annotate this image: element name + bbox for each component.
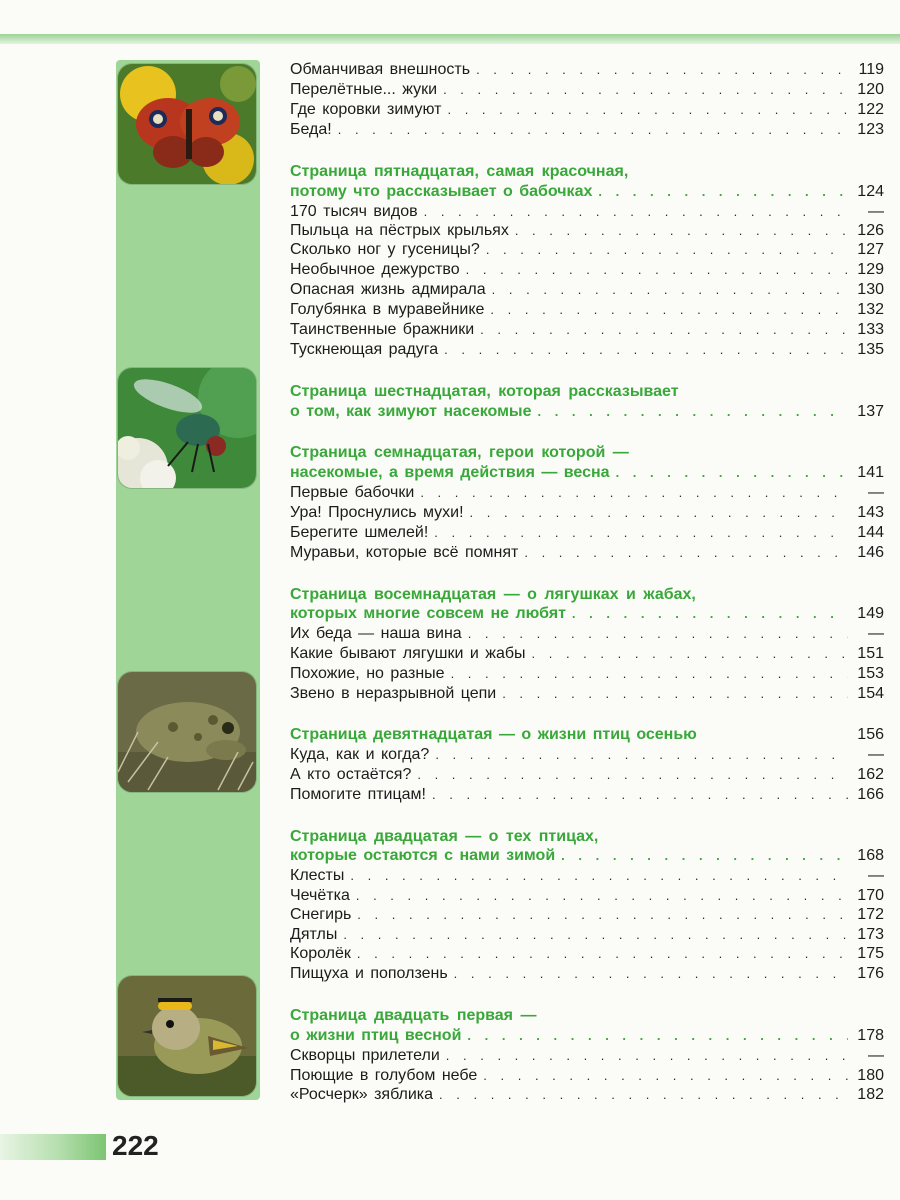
toc-entry[interactable]: Обманчивая внешность . . . 119 [290,60,884,80]
toc-entry[interactable]: Тускнеющая радуга . . . 135 [290,340,884,360]
dot-leader [470,503,848,523]
toc-entry[interactable]: Снегирь . . . 172 [290,905,884,925]
chapter-heading: Страница восемнадцатая — о лягушках и жабах, [290,586,696,603]
chapter-heading: Страница шестнадцатая, которая рассказывает [290,383,679,400]
toc-entry[interactable]: Первые бабочки . . . — [290,483,884,503]
dot-leader [490,300,848,320]
toc-entry[interactable]: Куда, как и когда? . . . — [290,745,884,765]
dot-leader [502,684,848,704]
toc-entry[interactable]: Дятлы . . . 173 [290,925,884,945]
dot-leader [357,944,848,964]
dot-leader [432,785,848,805]
toc-entry[interactable]: Голубянка в муравейнике . . . 132 [290,300,884,320]
dot-leader [524,543,848,563]
dot-leader [492,280,848,300]
toc-entry[interactable]: Опасная жизнь адмирала . . . 130 [290,280,884,300]
toc-entry[interactable]: Таинственные бражники . . . 133 [290,320,884,340]
chapter-entry[interactable]: потому что рассказывает о бабочках . . . 124 [290,182,884,202]
toc-entry[interactable]: «Росчерк» зяблика . . . 182 [290,1085,884,1105]
dot-leader [616,463,848,483]
page-number-bar [0,1134,106,1160]
toc-entry[interactable]: Необычное дежурство . . . 129 [290,260,884,280]
chapter-heading: Страница двадцать первая — [290,1007,537,1024]
dot-leader [480,320,848,340]
toc-entry[interactable]: Клесты . . . — [290,866,884,886]
dot-leader [451,664,848,684]
chapter-entry[interactable]: которые остаются с нами зимой . . . 168 [290,846,884,866]
toc-entry[interactable]: Похожие, но разные . . . 153 [290,664,884,684]
dot-leader [468,624,848,644]
top-rule [0,34,900,44]
bird-photo [118,976,256,1096]
dot-leader [466,260,848,280]
dot-leader [486,240,848,260]
dot-leader [435,745,848,765]
toc-entry[interactable]: Какие бывают лягушки и жабы . . . 151 [290,644,884,664]
dot-leader [420,483,848,503]
toc-entry[interactable]: Перелётные... жуки . . . 120 [290,80,884,100]
dot-leader [537,402,848,422]
dot-leader [439,1085,848,1105]
dot-leader [454,964,848,984]
dot-leader [444,340,848,360]
dot-leader [467,1026,848,1046]
chapter-heading: Страница пятнадцатая, самая красочная, [290,163,629,180]
dot-leader [598,182,848,202]
frog-photo [118,672,256,792]
dot-leader [447,100,848,120]
dot-leader [561,846,848,866]
side-band [116,60,260,1100]
toc-entry[interactable]: Звено в неразрывной цепи . . . 154 [290,684,884,704]
dot-leader [424,202,848,222]
toc-entry[interactable]: Муравьи, которые всё помнят . . . 146 [290,543,884,563]
toc-entry[interactable]: Пыльца на пёстрых крыльях . . . 126 [290,221,884,241]
chapter-heading: Страница двадцатая — о тех птицах, [290,828,599,845]
dot-leader [532,644,848,664]
dot-leader [357,905,848,925]
toc-entry[interactable]: 170 тысяч видов . . . — [290,202,884,222]
dot-leader [572,604,848,624]
dot-leader [515,221,848,241]
fly-photo [118,368,256,488]
toc-entry[interactable]: Их беда — наша вина . . . — [290,624,884,644]
toc-entry[interactable]: Поющие в голубом небе . . . 180 [290,1066,884,1086]
dot-leader [356,886,848,906]
dot-leader [483,1066,848,1086]
dot-leader [446,1046,848,1066]
butterfly-photo [118,64,256,184]
page-number: 222 [112,1130,159,1161]
chapter-entry[interactable]: о жизни птиц весной . . . 178 [290,1026,884,1046]
toc-entry[interactable]: Королёк . . . 175 [290,944,884,964]
dot-leader [350,866,848,886]
dot-leader [476,60,848,80]
toc-entry[interactable]: Беда! . . . 123 [290,120,884,140]
chapter-entry[interactable]: которых многие совсем не любят . . . 149 [290,604,884,624]
toc-entry[interactable]: Сколько ног у гусеницы? . . . 127 [290,240,884,260]
toc-entry[interactable]: А кто остаётся? . . . 162 [290,765,884,785]
dot-leader [434,523,848,543]
dot-leader [417,765,848,785]
toc-entry[interactable]: Где коровки зимуют . . . 122 [290,100,884,120]
chapter-heading: Страница семнадцатая, герои которой — [290,444,629,461]
toc-entry[interactable]: Чечётка . . . 170 [290,886,884,906]
chapter-entry[interactable]: о том, как зимуют насекомые . . . 137 [290,402,884,422]
toc-entry[interactable]: Помогите птицам! . . . 166 [290,785,884,805]
chapter-entry[interactable]: насекомые, а время действия — весна . . . 141 [290,463,884,483]
toc-entry[interactable]: Ура! Проснулись мухи! . . . 143 [290,503,884,523]
toc-entry[interactable]: Берегите шмелей! . . . 144 [290,523,884,543]
toc-entry[interactable]: Скворцы прилетели . . . — [290,1046,884,1066]
chapter-entry[interactable]: Страница девятнадцатая — о жизни птиц осенью 156 [290,726,884,743]
dot-leader [343,925,848,945]
toc-entry[interactable]: Пищуха и поползень . . . 176 [290,964,884,984]
dot-leader [338,120,848,140]
dot-leader [443,80,848,100]
